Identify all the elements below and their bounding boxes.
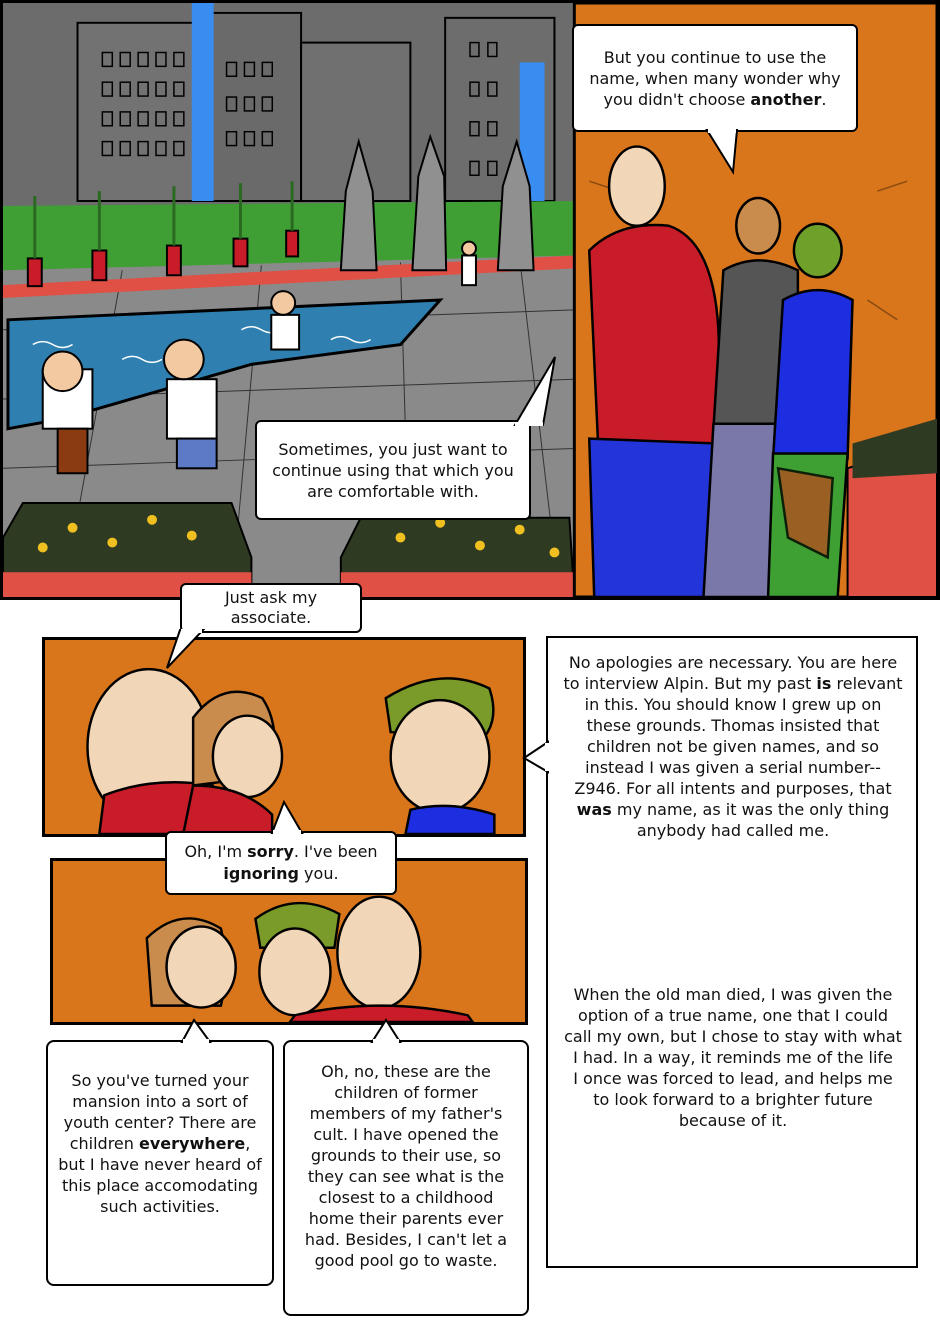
bubble-tail [366,1018,406,1044]
bubble-line: youth center? There are [63,1113,257,1132]
narration-line: children not be given names, and so [587,737,879,756]
bubble-tail [505,355,565,430]
narration-line: I once was forced to lead, and helps me [573,1069,893,1088]
bubble-line: members of my father's [309,1104,503,1123]
bubble-line: grounds to their use, so [310,1146,502,1165]
bubble-line: But you continue to use the [603,47,827,67]
bubble-line: continue using that which you [272,460,514,480]
bubble-tail [165,628,205,673]
emphasis: was [576,800,612,819]
bubble-line: are comfortable with. [307,481,479,501]
narration-text-1 [550,652,916,841]
bubble-line: So you've turned your [71,1071,249,1090]
narration-line: Z946. For all intents and purposes, that [574,779,892,798]
bubble-tail [522,738,552,778]
emphasis: ignoring [223,864,299,883]
bubble-line: associate. [230,608,312,627]
narration-line: When the old man died, I was given the [573,985,893,1004]
narration-line: I had. In a way, it reminds me of the life [573,1048,893,1067]
bubble-line: you. [298,864,339,883]
bubble-line: children of former [334,1083,478,1102]
speech-bubble-associate [180,583,362,633]
bubble-line: you didn't choose [603,89,751,109]
narration-line: call my own, but I chose to stay with what [564,1027,902,1046]
bubble-line: . [821,89,827,109]
bubble-tail [268,800,308,835]
narration-text-2 [550,984,916,1131]
bubble-line: closest to a childhood [318,1188,494,1207]
bubble-line: home their parents ever [308,1209,504,1228]
narration-line: my name, as it was the only thing [611,800,890,819]
cult-text [285,1061,527,1271]
narration-line: option of a true name, one that I could [577,1006,889,1025]
bubble-line: Sometimes, you just want to [278,439,508,459]
narration-line: instead I was given a serial number-- [585,758,881,777]
narration-line: relevant [831,674,903,693]
bubble-line: , [245,1134,251,1153]
bubble-line: had. Besides, I can't let a [304,1230,508,1249]
bubble-line: Just ask my [224,588,318,607]
youth-center-text [48,1070,272,1217]
bubble-line: Oh, no, these are the [321,1062,491,1081]
narration-line: these grounds. Thomas insisted that [586,716,880,735]
bubble-line: name, when many wonder why [589,68,841,88]
emphasis: sorry [247,842,294,861]
emphasis: everywhere [138,1134,246,1153]
bubble-line: . I've been [293,842,378,861]
bubble-line: mansion into a sort of [72,1092,248,1111]
narration-line: because of it. [678,1111,788,1130]
bubble-line: but I have never heard of [58,1155,262,1174]
emphasis: another [750,89,822,109]
speech-bubble-sorry [165,831,397,895]
bubble-line: this place accomodating [62,1176,258,1195]
narration-line: anybody had called me. [636,821,830,840]
bubble-line: children [69,1134,139,1153]
narration-line: in this. You should know I grew up on [584,695,882,714]
bubble-tail [705,128,745,178]
narration-line: No apologies are necessary. You are here [568,653,898,672]
narration-line: to look forward to a brighter future [593,1090,873,1109]
bubble-line: cult. I have opened the [313,1125,499,1144]
bubble-line: Oh, I'm [184,842,248,861]
bubble-line: such activities. [100,1197,220,1216]
bubble-line: good pool go to waste. [314,1251,498,1270]
speech-bubble-another [572,24,858,132]
emphasis: is [816,674,832,693]
bubble-tail [176,1018,216,1044]
speech-bubble-comfortable [255,420,531,520]
bubble-line: they can see what is the [307,1167,505,1186]
narration-line: to interview Alpin. But my past [563,674,817,693]
